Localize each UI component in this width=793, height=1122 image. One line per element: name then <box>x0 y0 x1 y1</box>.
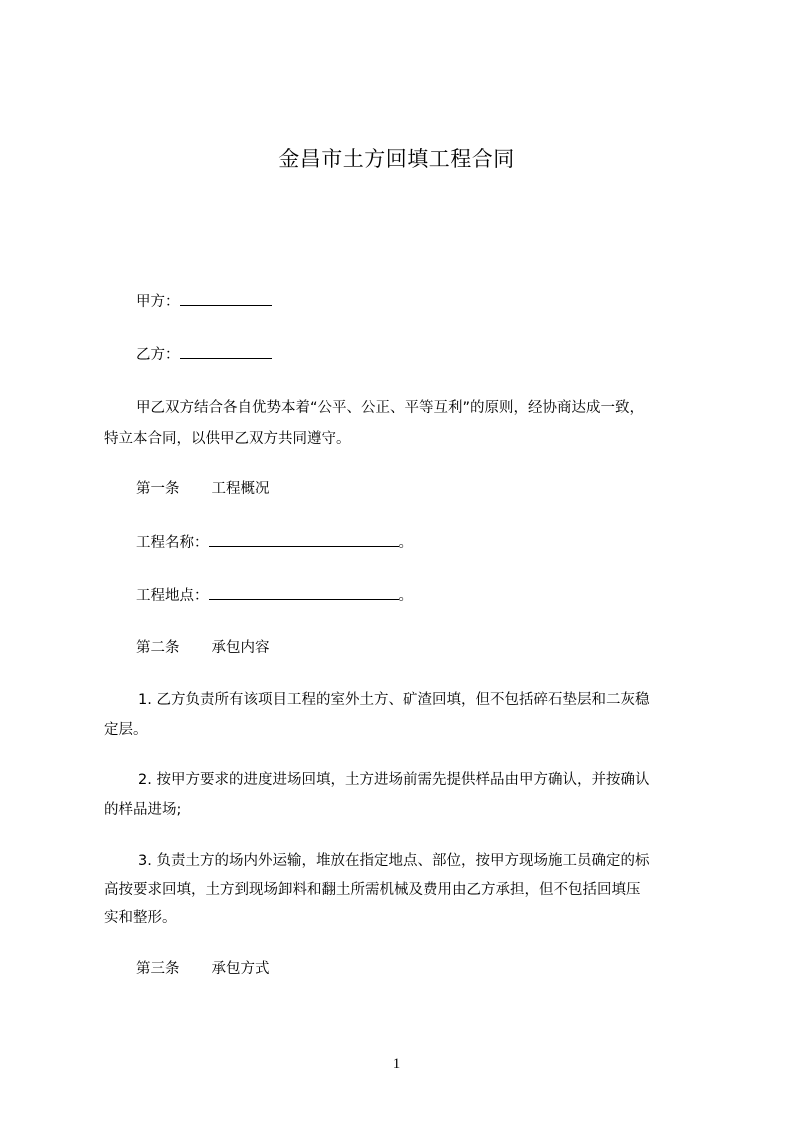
item-2-line-2: 的样品进场; <box>104 802 182 818</box>
party-b-blank <box>180 344 272 359</box>
party-a-blank <box>180 291 272 306</box>
project-location-line <box>136 585 413 606</box>
project-name-label: 工程名称： <box>136 535 209 551</box>
project-name-suffix: 。 <box>398 535 413 551</box>
item-3-line-3: 实和整形。 <box>104 910 177 926</box>
project-location-label: 工程地点： <box>136 588 209 604</box>
article-1-heading <box>136 479 270 499</box>
article-1-title: 工程概况 <box>211 481 270 497</box>
item-3-line-2: 高按要求回填，土方到现场卸料和翻土所需机械及费用由乙方承担，但不包括回填压 <box>104 882 641 898</box>
party-b-label: 乙方： <box>136 347 180 363</box>
project-name-blank <box>209 532 399 547</box>
article-3-heading <box>136 959 270 979</box>
item-1-line-2: 定层。 <box>104 722 148 738</box>
article-1-number: 第一条 <box>136 481 180 497</box>
article-2-heading <box>136 638 270 658</box>
project-location-suffix: 。 <box>398 588 413 604</box>
project-name-line <box>136 532 413 553</box>
party-b-line <box>136 344 272 365</box>
party-a-line <box>136 291 272 312</box>
intro-line-1: 甲乙双方结合各自优势本着“公平、公正、平等互利”的原则，经协商达成一致， <box>136 400 645 416</box>
article-2-title: 承包内容 <box>211 640 270 656</box>
item-1-line-1: 1. 乙方负责所有该项目工程的室外土方、矿渣回填，但不包括碎石垫层和二灰稳 <box>138 692 650 708</box>
item-3-line-1: 3. 负责土方的场内外运输，堆放在指定地点、部位，按甲方现场施工员确定的标 <box>138 853 650 869</box>
intro-line-2: 特立本合同，以供甲乙双方共同遵守。 <box>104 431 351 447</box>
project-location-blank <box>209 585 399 600</box>
article-3-title: 承包方式 <box>211 961 270 977</box>
item-2-line-1: 2. 按甲方要求的进度进场回填，土方进场前需先提供样品由甲方确认，并按确认 <box>138 772 650 788</box>
party-a-label: 甲方： <box>136 294 180 310</box>
page-number: 1 <box>392 1056 401 1072</box>
article-2-number: 第二条 <box>136 640 180 656</box>
article-3-number: 第三条 <box>136 961 180 977</box>
contract-title: 金昌市土方回填工程合同 <box>278 147 515 171</box>
